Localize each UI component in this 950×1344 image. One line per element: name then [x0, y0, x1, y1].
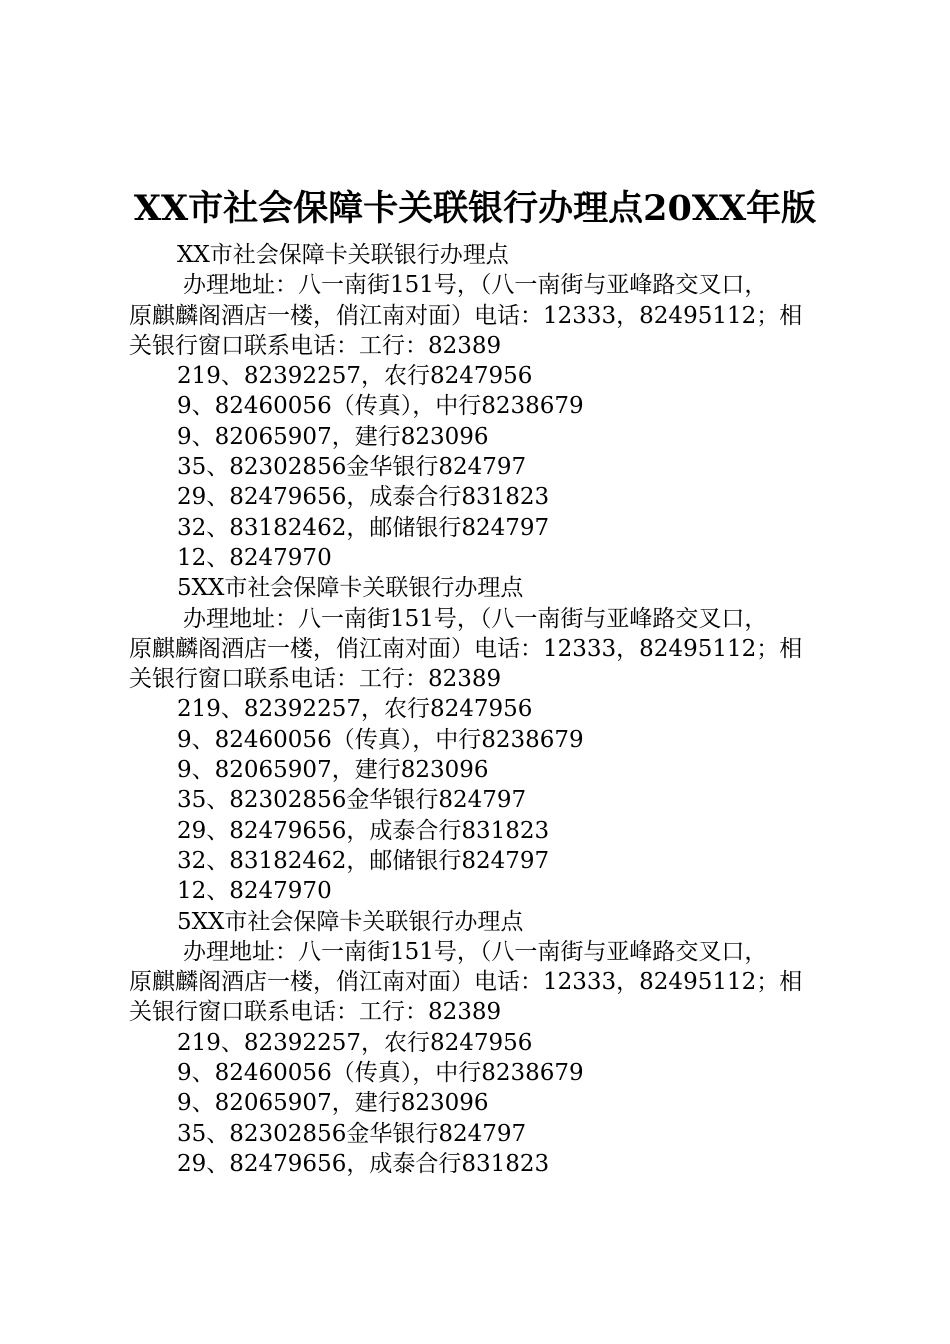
text-line: 9、82460056（传真），中行8238679: [177, 726, 584, 753]
text-line: 32、83182462，邮储银行824797: [177, 514, 550, 541]
text-line: 关银行窗口联系电话：工行：82389: [129, 999, 502, 1026]
text-line: 原麒麟阁酒店一楼，俏江南对面）电话：12333，82495112；相: [129, 635, 803, 662]
text-line: 办理地址：八一南街151号，（八一南街与亚峰路交叉口，: [183, 272, 768, 299]
text-line: 219、82392257，农行8247956: [177, 1029, 533, 1056]
text-line: 29、82479656，成泰合行831823: [177, 484, 550, 511]
text-line: 29、82479656，成泰合行831823: [177, 817, 550, 844]
text-line: 35、82302856金华银行824797: [177, 1120, 527, 1147]
text-line: 9、82460056（传真），中行8238679: [177, 1060, 584, 1087]
text-line: 办理地址：八一南街151号，（八一南街与亚峰路交叉口，: [183, 605, 768, 632]
text-line: 35、82302856金华银行824797: [177, 787, 527, 814]
document-title: XX市社会保障卡关联银行办理点20XX年版: [133, 188, 817, 229]
text-line: 原麒麟阁酒店一楼，俏江南对面）电话：12333，82495112；相: [129, 969, 803, 996]
text-line: XX市社会保障卡关联银行办理点: [177, 242, 509, 268]
text-line: 原麒麟阁酒店一楼，俏江南对面）电话：12333，82495112；相: [129, 302, 803, 329]
text-line: 32、83182462，邮储银行824797: [177, 847, 550, 874]
document-body: [129, 240, 849, 1179]
text-line: 9、82065907，建行823096: [177, 757, 489, 784]
text-line: 9、82065907，建行823096: [177, 423, 489, 450]
text-line: 9、82065907，建行823096: [177, 1090, 489, 1117]
text-line: 12、8247970: [177, 878, 332, 905]
text-line: 29、82479656，成泰合行831823: [177, 1150, 550, 1177]
text-line: 12、8247970: [177, 544, 332, 571]
text-line: 9、82460056（传真），中行8238679: [177, 393, 584, 420]
text-line: 关银行窗口联系电话：工行：82389: [129, 332, 502, 359]
text-line: 办理地址：八一南街151号，（八一南街与亚峰路交叉口，: [183, 938, 768, 965]
text-line: 关银行窗口联系电话：工行：82389: [129, 666, 502, 693]
text-line: 35、82302856金华银行824797: [177, 454, 527, 481]
text-line: 5XX市社会保障卡关联银行办理点: [177, 908, 524, 935]
text-line: 5XX市社会保障卡关联银行办理点: [177, 575, 524, 602]
text-line: 219、82392257，农行8247956: [177, 696, 533, 723]
text-line: 219、82392257，农行8247956: [177, 363, 533, 390]
